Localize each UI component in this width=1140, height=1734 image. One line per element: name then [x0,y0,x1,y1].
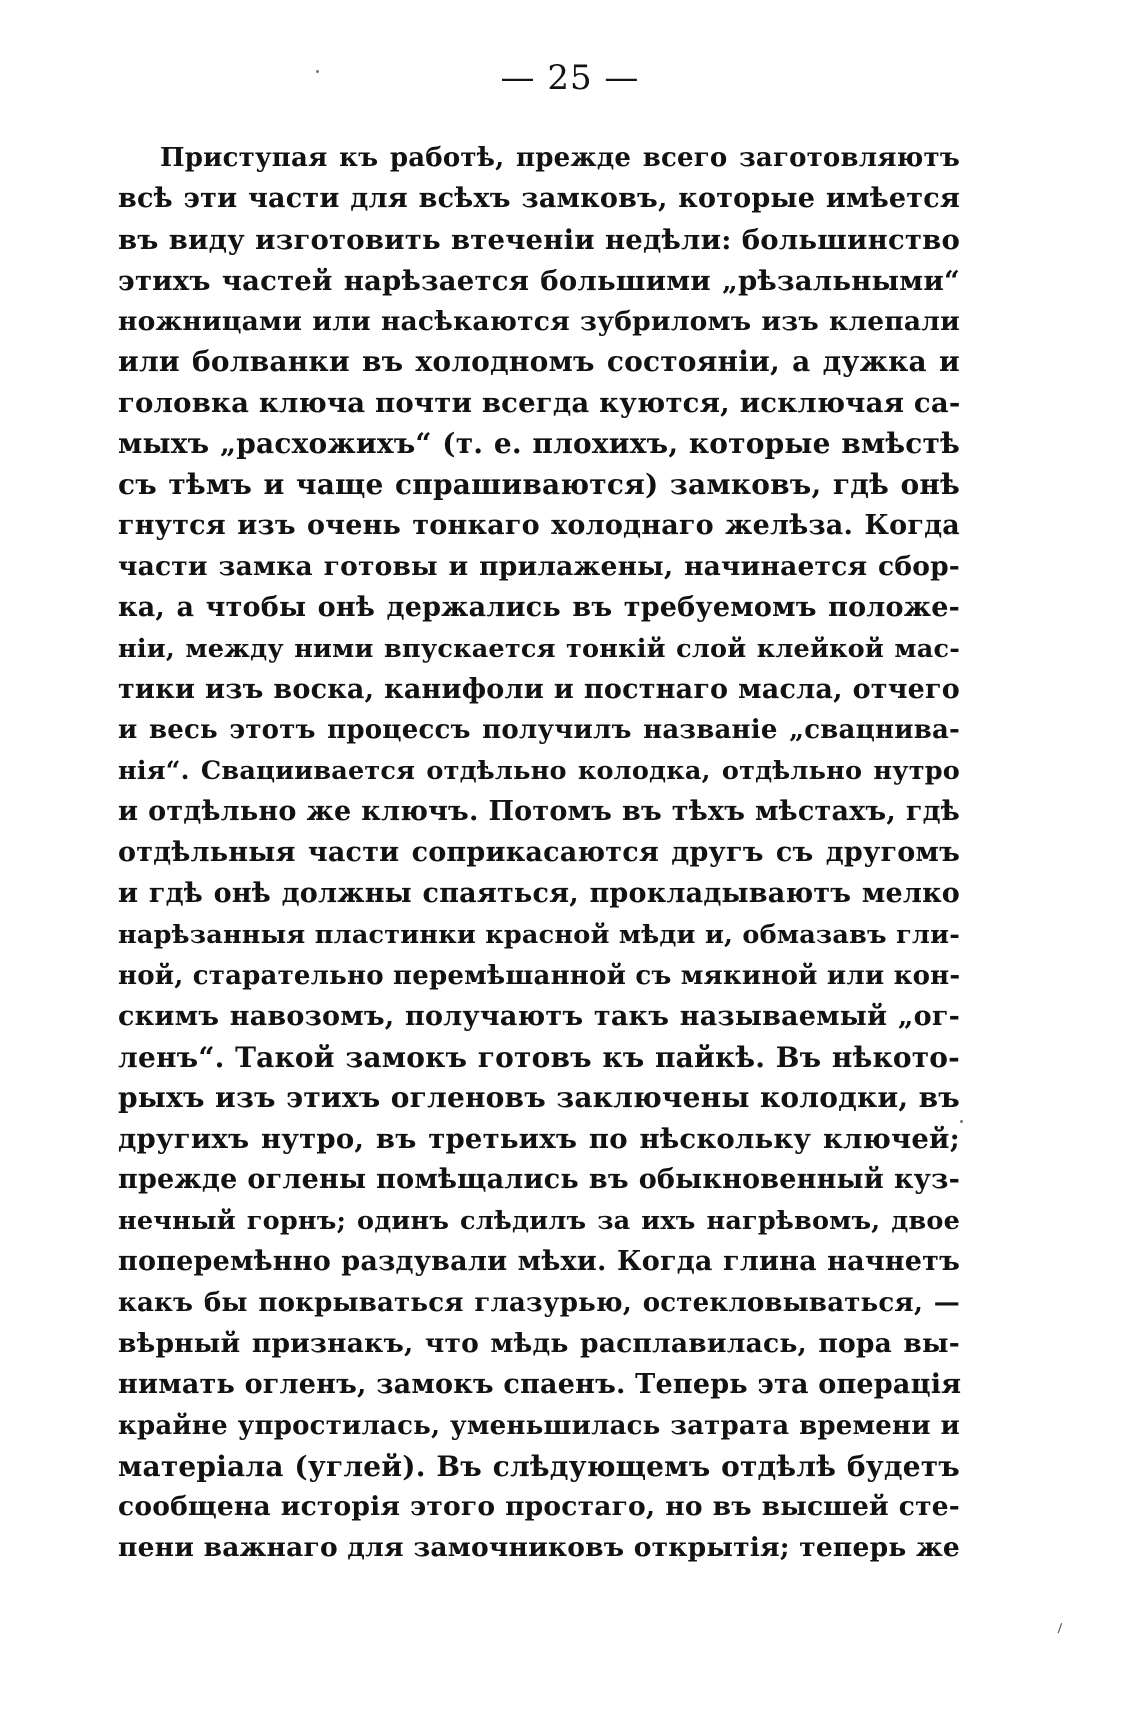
text-line: и гдѣ онѣ должны спаяться, прокладываютъ мелко [118,878,960,910]
text-line: ножницами или насѣкаются зубриломъ изъ клепали [118,305,960,337]
text-line: рыхъ изъ этихъ огленовъ заключены колодки, въ [118,1081,960,1115]
text-line: части замка готовы и прилажены, начинается сбор- [118,550,960,582]
text-line: тики изъ воска, канифоли и постнаго масла, отчего [118,673,960,705]
text-line: поперемѣнно раздували мѣхи. Когда глина начнетъ [118,1246,960,1278]
ink-mark: ⸝ [1047,1610,1069,1639]
text-line: гнутся изъ очень тонкаго холоднаго желѣза. Когда [118,510,960,542]
text-line: матеріала (углей). Въ слѣдующемъ отдѣлѣ будетъ [118,1449,960,1483]
text-line: и весь этотъ процессъ получилъ названіе „свацнива- [118,715,960,746]
text-line: или болванки въ холодномъ состояніи, а дужка и [118,345,960,379]
text-line: вѣрный признакъ, что мѣдь расплавилась, пора вы- [118,1327,960,1359]
text-line: пени важнаго для замочниковъ открытія; теперь же [118,1532,960,1564]
text-line: скимъ навозомъ, получаютъ такъ называемый „ог- [118,1000,960,1032]
text-line: всѣ эти части для всѣхъ замковъ, которые имѣется [118,182,960,214]
text-line: прежде оглены помѣщались въ обыкновенный куз- [118,1164,960,1196]
text-line: этихъ частей нарѣзается большими „рѣзальными“ [118,264,960,297]
text-line: ленъ“. Такой замокъ готовъ къ пайкѣ. Въ нѣкото- [118,1040,960,1074]
text-line: мыхъ „расхожихъ“ (т. е. плохихъ, которые вмѣстѣ [118,427,960,461]
text-line: другихъ нутро, въ третьихъ по нѣскольку ключей; [118,1123,960,1156]
body-text [118,138,960,1569]
text-line: нечный горнъ; одинъ слѣдилъ за ихъ нагрѣвомъ, двое [118,1206,960,1237]
text-line: головка ключа почти всегда куются, исключая са- [118,387,961,420]
text-line: и отдѣльно же ключъ. Потомъ въ тѣхъ мѣстахъ, гдѣ [118,796,960,828]
text-line: отдѣльныя части соприкасаются другъ съ другомъ [118,837,960,869]
text-line: съ тѣмъ и чаще спрашиваются) замковъ, гдѣ онѣ [118,468,960,502]
text-line: нія“. Свациивается отдѣльно колодка, отдѣльно нутро [118,756,960,787]
page-number: — 25 — [500,58,640,98]
text-line: какъ бы покрываться глазурью, остекловываться, — [118,1287,960,1318]
paper-speck [960,1120,963,1123]
text-line: ніи, между ними впускается тонкій слой клейкой мас- [118,633,960,664]
paper-speck [316,70,319,73]
text-line: сообщена исторія этого простаго, но въ высшей сте- [118,1491,960,1523]
text-line: нарѣзанныя пластинки красной мѣди и, обмазавъ гли- [118,919,960,950]
text-line: ка, а чтобы онѣ держались въ требуемомъ положе- [118,591,960,623]
text-line: крайне упростилась, уменьшилась затрата времени и [118,1410,960,1441]
text-line: Приступая къ работѣ, прежде всего заготовляютъ [160,143,960,173]
text-line: нимать огленъ, замокъ спаенъ. Теперь эта операція [118,1368,962,1400]
text-line: въ виду изготовить втеченіи недѣли: большинство [118,223,960,256]
text-line: ной, старательно перемѣшанной съ мякиной или кон- [118,960,961,991]
